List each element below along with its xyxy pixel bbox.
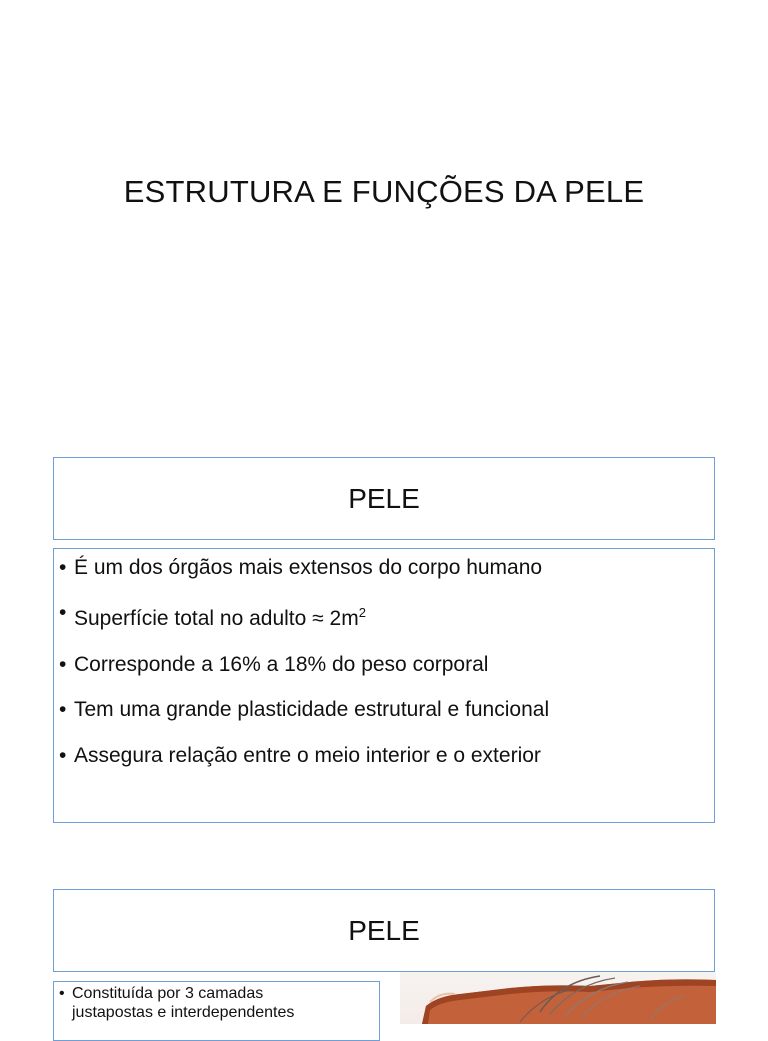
slide1-body-box (53, 548, 715, 823)
bullet-dot-icon: • (59, 601, 67, 625)
skin-layers-illustration-icon (400, 972, 716, 1024)
bullet-dot-icon: • (59, 698, 67, 722)
bullet-item (59, 984, 379, 1022)
slide2-body-box (53, 981, 380, 1041)
bullet-dot-icon: • (59, 985, 65, 1002)
bullet-text-main: Superfície total no adulto ≈ 2m (74, 607, 359, 631)
bullet-text: Assegura relação entre o meio interior e o exterior (74, 743, 541, 767)
slide1-header-box (53, 457, 715, 540)
bullet-superscript: 2 (358, 605, 366, 621)
slide1-bullet-list (59, 553, 714, 771)
bullet-line-2: justapostas e interdependentes (72, 1004, 295, 1021)
bullet-text (74, 598, 366, 634)
slide2-header-text: PELE (348, 914, 420, 946)
bullet-dot-icon: • (59, 556, 67, 579)
bullet-text: É um dos órgãos mais extensos do corpo humano (74, 556, 543, 579)
bullet-line-1: Constituída por 3 camadas (72, 985, 264, 1002)
bullet-text: Tem uma grande plasticidade estrutural e funcional (74, 698, 550, 722)
slide1-header-text: PELE (348, 482, 420, 514)
bullet-item (59, 741, 714, 771)
bullet-text: Corresponde a 16% a 18% do peso corporal (74, 652, 489, 676)
bullet-dot-icon: • (59, 743, 67, 767)
slide2-header-box (53, 889, 715, 972)
bullet-dot-icon: • (59, 652, 67, 676)
bullet-item (59, 695, 714, 725)
bullet-item (59, 553, 714, 583)
bullet-text (72, 984, 294, 1022)
bullet-item (59, 650, 714, 680)
bullet-item (59, 598, 714, 634)
document-title: ESTRUTURA E FUNÇÕES DA PELE (123, 174, 645, 209)
skin-illustration-svg (400, 972, 716, 1024)
